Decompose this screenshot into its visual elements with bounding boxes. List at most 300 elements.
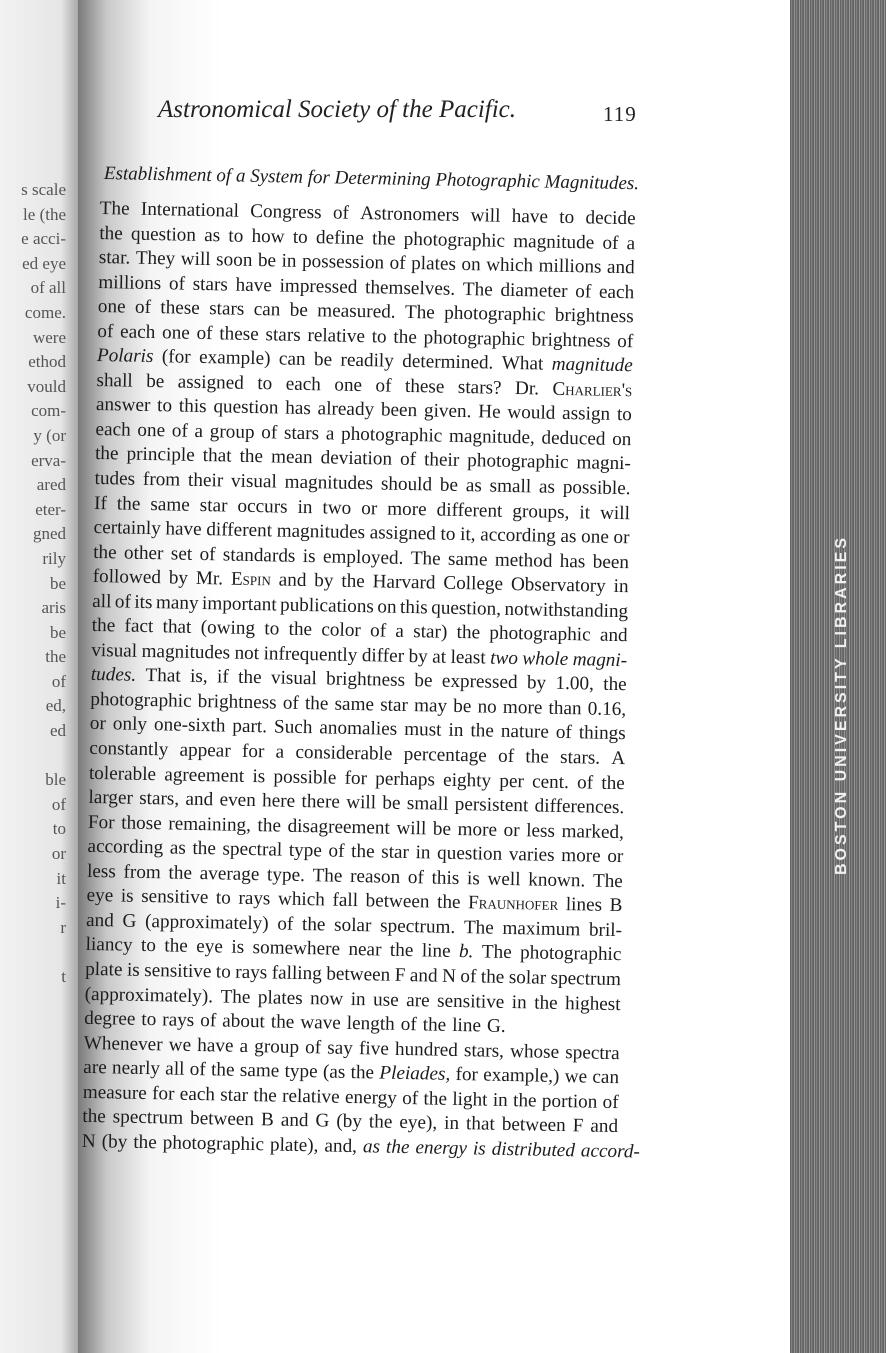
word: a bbox=[395, 621, 405, 643]
word: to bbox=[257, 372, 273, 395]
word: shall bbox=[96, 369, 133, 392]
word: different bbox=[436, 499, 503, 522]
word: accord- bbox=[580, 1140, 641, 1163]
word: the bbox=[480, 966, 505, 988]
word: He bbox=[478, 401, 501, 424]
word: The bbox=[592, 870, 624, 892]
word: be bbox=[313, 349, 333, 371]
word: have bbox=[511, 205, 549, 228]
word: between bbox=[189, 1108, 255, 1131]
word: will bbox=[345, 791, 377, 814]
word: the bbox=[192, 838, 217, 860]
word: of bbox=[200, 1010, 217, 1032]
word: Harvard bbox=[372, 571, 436, 594]
previous-page-fragment: come. bbox=[24, 302, 66, 322]
word: mean bbox=[270, 446, 313, 469]
word: plate), bbox=[269, 1134, 319, 1157]
word: all bbox=[165, 1058, 185, 1080]
word: to bbox=[156, 395, 173, 417]
word: magnitudes bbox=[284, 471, 374, 495]
word: 0.16, bbox=[587, 698, 627, 721]
word: star bbox=[381, 841, 410, 864]
word: cent. bbox=[531, 770, 570, 793]
word: the bbox=[99, 222, 123, 244]
previous-page-fragment: vould bbox=[27, 376, 66, 396]
word: to bbox=[264, 618, 280, 640]
word: from bbox=[123, 861, 162, 884]
word: of bbox=[134, 296, 152, 319]
word: the bbox=[422, 1014, 447, 1036]
word: has bbox=[285, 397, 312, 420]
word: least bbox=[450, 646, 486, 669]
word: varies bbox=[508, 844, 555, 867]
word: be bbox=[382, 792, 401, 815]
word: the bbox=[389, 940, 414, 962]
word: decide bbox=[585, 207, 636, 230]
word: The bbox=[99, 197, 130, 220]
word: example) bbox=[198, 347, 271, 370]
word: Such bbox=[273, 716, 313, 739]
word: for bbox=[241, 740, 265, 763]
word: of bbox=[168, 272, 186, 295]
word: Whenever bbox=[83, 1032, 163, 1055]
word: They bbox=[135, 247, 176, 270]
word: College bbox=[443, 572, 504, 596]
word: degree bbox=[84, 1007, 136, 1030]
word: must bbox=[403, 719, 442, 742]
previous-page-fragment: or bbox=[51, 844, 66, 864]
word: If bbox=[93, 492, 108, 514]
word: sensitive bbox=[140, 886, 209, 909]
word: of bbox=[304, 1036, 322, 1058]
word: determined. bbox=[402, 351, 494, 374]
word: of bbox=[369, 620, 387, 642]
word: which bbox=[277, 888, 326, 911]
word: group bbox=[254, 1035, 300, 1058]
word: certainly bbox=[93, 517, 161, 540]
word: remaining, bbox=[168, 813, 252, 836]
word: lines bbox=[565, 894, 603, 917]
word: should bbox=[380, 473, 433, 496]
word: we bbox=[564, 1066, 588, 1088]
word: the bbox=[92, 541, 117, 564]
word: occurs bbox=[237, 495, 288, 518]
word: G bbox=[315, 1110, 330, 1132]
word: deduced bbox=[541, 427, 606, 450]
word: would bbox=[507, 402, 556, 425]
word: how bbox=[251, 225, 285, 248]
section-title: Establishment of a System for Determining Photographic Magnitudes. bbox=[103, 163, 640, 195]
word: stars bbox=[208, 298, 245, 320]
word: Polaris bbox=[96, 345, 154, 368]
word: each bbox=[598, 281, 635, 303]
word: The bbox=[404, 302, 436, 324]
word: to bbox=[616, 404, 633, 426]
word: of bbox=[332, 202, 350, 224]
word: part. bbox=[232, 716, 268, 738]
word: appear bbox=[179, 739, 231, 762]
word: is bbox=[302, 545, 316, 567]
word: differ bbox=[361, 644, 405, 667]
word: than bbox=[548, 697, 582, 720]
word: agreement bbox=[164, 763, 245, 787]
word: diameter bbox=[500, 279, 568, 302]
word: The bbox=[410, 547, 441, 570]
word: by bbox=[408, 645, 428, 668]
word: for bbox=[344, 767, 368, 789]
word: brightness bbox=[325, 668, 406, 692]
word: average bbox=[199, 862, 260, 885]
word: the bbox=[436, 891, 461, 914]
word: can bbox=[278, 348, 306, 371]
word: one-sixth bbox=[153, 714, 226, 737]
word: more bbox=[387, 498, 427, 520]
word: small bbox=[489, 475, 532, 498]
word: and bbox=[409, 965, 438, 987]
word: can bbox=[253, 299, 281, 321]
word: things bbox=[578, 722, 626, 745]
word: of bbox=[389, 252, 406, 274]
word: of bbox=[460, 966, 477, 988]
word: the bbox=[237, 667, 262, 689]
word: one bbox=[580, 526, 610, 548]
word: hundred bbox=[394, 1038, 459, 1061]
word: that bbox=[465, 1113, 496, 1135]
word: distributed bbox=[491, 1138, 576, 1162]
word: eye bbox=[196, 936, 224, 958]
word: solar bbox=[333, 914, 372, 937]
word: more bbox=[457, 818, 498, 841]
word: one bbox=[137, 419, 166, 442]
word: relative bbox=[281, 1085, 340, 1108]
word: group bbox=[209, 421, 255, 443]
previous-page-fragment: of all bbox=[30, 278, 66, 298]
word: photographic bbox=[467, 450, 569, 474]
word: there bbox=[301, 791, 341, 813]
word: sensitive bbox=[144, 959, 212, 983]
word: small bbox=[406, 793, 449, 815]
word: rays bbox=[235, 961, 268, 984]
word: from bbox=[142, 468, 181, 491]
word: stars bbox=[192, 273, 229, 296]
word: deviation bbox=[320, 447, 393, 471]
word: G. bbox=[486, 1015, 506, 1037]
word: less bbox=[86, 860, 117, 883]
previous-page-fragment: eter- bbox=[35, 499, 66, 519]
word: the bbox=[253, 1084, 277, 1107]
word: the bbox=[350, 841, 375, 863]
word: expressed bbox=[441, 671, 518, 694]
word: assign bbox=[561, 403, 611, 426]
word: one bbox=[334, 374, 363, 396]
article-body bbox=[81, 197, 641, 1164]
word: A bbox=[611, 747, 626, 770]
word: plates bbox=[257, 986, 303, 1009]
word: not bbox=[234, 642, 260, 664]
word: reason bbox=[349, 865, 401, 888]
previous-page-fragment: le (the bbox=[23, 204, 66, 224]
word: standards bbox=[222, 544, 296, 567]
word: differences. bbox=[534, 795, 625, 819]
previous-page-fragment: i- bbox=[55, 893, 66, 913]
word: energy bbox=[344, 1086, 398, 1109]
word: if bbox=[216, 666, 229, 688]
word: according bbox=[87, 836, 164, 859]
previous-page-fragment: be bbox=[49, 622, 66, 642]
word: the bbox=[239, 446, 264, 468]
word: be bbox=[414, 670, 433, 692]
word: already bbox=[317, 398, 375, 421]
word: brightness bbox=[554, 304, 634, 328]
previous-page-fragment: ared bbox=[36, 475, 66, 495]
word: notwithstanding bbox=[504, 598, 629, 622]
word: it bbox=[579, 501, 591, 524]
word: measure bbox=[82, 1081, 147, 1104]
word: or bbox=[361, 497, 378, 519]
word: The bbox=[462, 278, 493, 301]
word: the bbox=[371, 227, 396, 250]
word: (as bbox=[322, 1061, 346, 1084]
word: of bbox=[617, 330, 634, 352]
word: will bbox=[396, 817, 427, 840]
word: the bbox=[82, 1106, 106, 1128]
previous-page-fragment bbox=[0, 940, 66, 965]
running-head bbox=[158, 96, 658, 136]
word: spectra bbox=[565, 1041, 620, 1064]
word: only bbox=[112, 713, 148, 736]
previous-page-fragment: e acci- bbox=[21, 229, 66, 249]
word: well bbox=[487, 868, 521, 890]
word: energy bbox=[415, 1137, 468, 1159]
word: the bbox=[341, 570, 365, 593]
word: the bbox=[164, 935, 189, 958]
word: of bbox=[261, 422, 278, 444]
word: the bbox=[91, 615, 116, 637]
word: of bbox=[171, 420, 189, 442]
word: photographic bbox=[444, 302, 546, 326]
word: nature bbox=[500, 721, 550, 744]
word: type bbox=[288, 839, 323, 862]
word: sensitive bbox=[436, 990, 505, 1013]
word: of bbox=[114, 591, 132, 613]
word: magnitude bbox=[551, 353, 633, 377]
word: Espin bbox=[230, 568, 272, 591]
word: between bbox=[365, 890, 430, 913]
word: given. bbox=[423, 400, 472, 423]
word: the bbox=[210, 1059, 235, 1081]
word: stars bbox=[265, 323, 301, 346]
word: stars, bbox=[463, 1039, 505, 1062]
word: each bbox=[179, 1083, 216, 1106]
word: at bbox=[432, 646, 447, 668]
word: star bbox=[220, 1084, 249, 1106]
word: on bbox=[611, 428, 632, 451]
word: visual bbox=[91, 639, 138, 662]
word: as bbox=[560, 526, 577, 548]
word: fall bbox=[332, 889, 359, 912]
word: Mr. bbox=[195, 568, 224, 590]
word: a bbox=[275, 741, 285, 763]
word: impressed bbox=[279, 275, 358, 298]
word: to bbox=[292, 226, 308, 248]
word: of bbox=[375, 375, 392, 397]
word: magnitude bbox=[513, 230, 595, 254]
word: magnitudes bbox=[276, 520, 366, 544]
word: each bbox=[95, 418, 131, 441]
word: the bbox=[94, 443, 119, 465]
word: whole bbox=[522, 648, 569, 670]
word: larger bbox=[88, 787, 134, 809]
word: magni- bbox=[572, 649, 628, 672]
previous-page-fragment: rily bbox=[42, 548, 66, 568]
word: the bbox=[525, 746, 550, 768]
word: and bbox=[280, 1109, 309, 1132]
word: tudes bbox=[94, 467, 136, 490]
word: the bbox=[270, 1011, 295, 1033]
previous-page-fragment: ethod bbox=[28, 352, 66, 372]
word: more bbox=[502, 696, 543, 719]
word: been bbox=[592, 551, 630, 573]
word: the bbox=[168, 862, 193, 884]
word: in bbox=[613, 576, 629, 598]
word: be bbox=[432, 818, 452, 840]
word: N bbox=[441, 965, 457, 987]
word: is, bbox=[189, 666, 208, 688]
word: (by bbox=[336, 1110, 363, 1133]
word: of bbox=[399, 449, 417, 471]
word: tudes. bbox=[90, 664, 137, 687]
word: to bbox=[140, 935, 157, 957]
word: between bbox=[501, 1114, 566, 1137]
word: this bbox=[178, 395, 207, 418]
word: B bbox=[609, 895, 623, 917]
word: that bbox=[202, 445, 232, 468]
word: persistent bbox=[454, 794, 529, 817]
word: those bbox=[121, 812, 162, 834]
word: question bbox=[130, 223, 197, 246]
word: that bbox=[162, 616, 192, 639]
word: rays bbox=[238, 888, 271, 910]
word: the bbox=[456, 622, 481, 644]
word: in bbox=[492, 1089, 508, 1111]
word: the bbox=[512, 1089, 537, 1112]
word: question, bbox=[431, 597, 502, 620]
previous-page-fragment: be bbox=[49, 573, 66, 593]
word: set bbox=[170, 543, 193, 565]
word: will bbox=[470, 205, 501, 227]
word: (approximately). bbox=[84, 983, 214, 1007]
word: brightness bbox=[197, 690, 277, 714]
word: these bbox=[160, 297, 200, 320]
word: the bbox=[393, 326, 418, 348]
word: disagreement bbox=[287, 815, 391, 839]
word: of bbox=[555, 722, 572, 744]
word: all bbox=[92, 590, 112, 613]
word: on bbox=[461, 254, 481, 276]
word: Pleiades, bbox=[379, 1062, 451, 1086]
word: For bbox=[87, 811, 115, 834]
word: be bbox=[439, 474, 459, 496]
previous-page-fragments bbox=[0, 178, 66, 990]
previous-page-fragment: were bbox=[32, 327, 66, 347]
word: line bbox=[421, 940, 451, 963]
word: marked, bbox=[561, 820, 625, 843]
previous-page-fragment: the bbox=[45, 647, 66, 667]
word: whose bbox=[509, 1040, 560, 1063]
word: assigned bbox=[369, 522, 437, 545]
word: photographic bbox=[162, 1132, 265, 1156]
word: infrequently bbox=[263, 643, 358, 666]
previous-page-fragment: of bbox=[51, 671, 66, 691]
word: plate bbox=[84, 958, 123, 981]
previous-page-fragment: r bbox=[60, 917, 66, 937]
word: What bbox=[501, 353, 544, 375]
word: magnitude, bbox=[448, 425, 536, 449]
word: method bbox=[494, 549, 553, 572]
word: followed bbox=[92, 566, 162, 589]
word: line bbox=[451, 1014, 482, 1037]
word: five bbox=[358, 1037, 390, 1060]
word: possible. bbox=[562, 476, 631, 500]
word: readily bbox=[340, 349, 395, 372]
word: Dr. bbox=[514, 377, 540, 400]
word: photographic bbox=[489, 622, 591, 646]
word: the bbox=[257, 814, 282, 837]
word: of bbox=[282, 692, 299, 714]
word: photographic bbox=[340, 423, 443, 447]
word: to bbox=[559, 206, 575, 229]
previous-page-fragment: to bbox=[52, 819, 66, 839]
previous-page-fragment: erva- bbox=[31, 450, 66, 470]
word: one bbox=[97, 296, 126, 318]
word: as bbox=[362, 1136, 381, 1158]
word: color bbox=[321, 619, 361, 642]
word: for bbox=[455, 1064, 479, 1086]
word: the bbox=[304, 692, 329, 715]
word: star. bbox=[98, 247, 131, 269]
word: their bbox=[423, 449, 460, 472]
word: the bbox=[603, 674, 627, 696]
word: of bbox=[97, 320, 114, 343]
word: a bbox=[239, 1035, 249, 1057]
word: have bbox=[235, 274, 273, 296]
word: the bbox=[368, 1111, 393, 1134]
word: falling bbox=[271, 962, 323, 985]
word: of bbox=[497, 745, 515, 768]
previous-page-fragment: com- bbox=[31, 401, 66, 421]
word: in bbox=[443, 1113, 460, 1135]
word: fact bbox=[124, 615, 154, 638]
word: B bbox=[260, 1109, 275, 1131]
word: are bbox=[406, 989, 430, 1011]
word: be bbox=[453, 695, 472, 718]
word: spectrum bbox=[550, 967, 622, 991]
word: about bbox=[222, 1010, 266, 1033]
previous-page-fragment: of bbox=[51, 794, 66, 814]
word: we bbox=[168, 1034, 192, 1056]
word: F bbox=[394, 964, 406, 986]
library-edge-stamp bbox=[812, 535, 872, 875]
previous-page-fragment: ble bbox=[45, 770, 66, 790]
word: photographic bbox=[423, 326, 526, 350]
word: here bbox=[261, 790, 296, 812]
word: wave bbox=[300, 1012, 341, 1034]
word: is bbox=[120, 885, 134, 908]
word: solar bbox=[508, 966, 547, 989]
word: important bbox=[201, 592, 277, 616]
word: of bbox=[400, 1013, 417, 1036]
word: (for bbox=[161, 346, 191, 369]
